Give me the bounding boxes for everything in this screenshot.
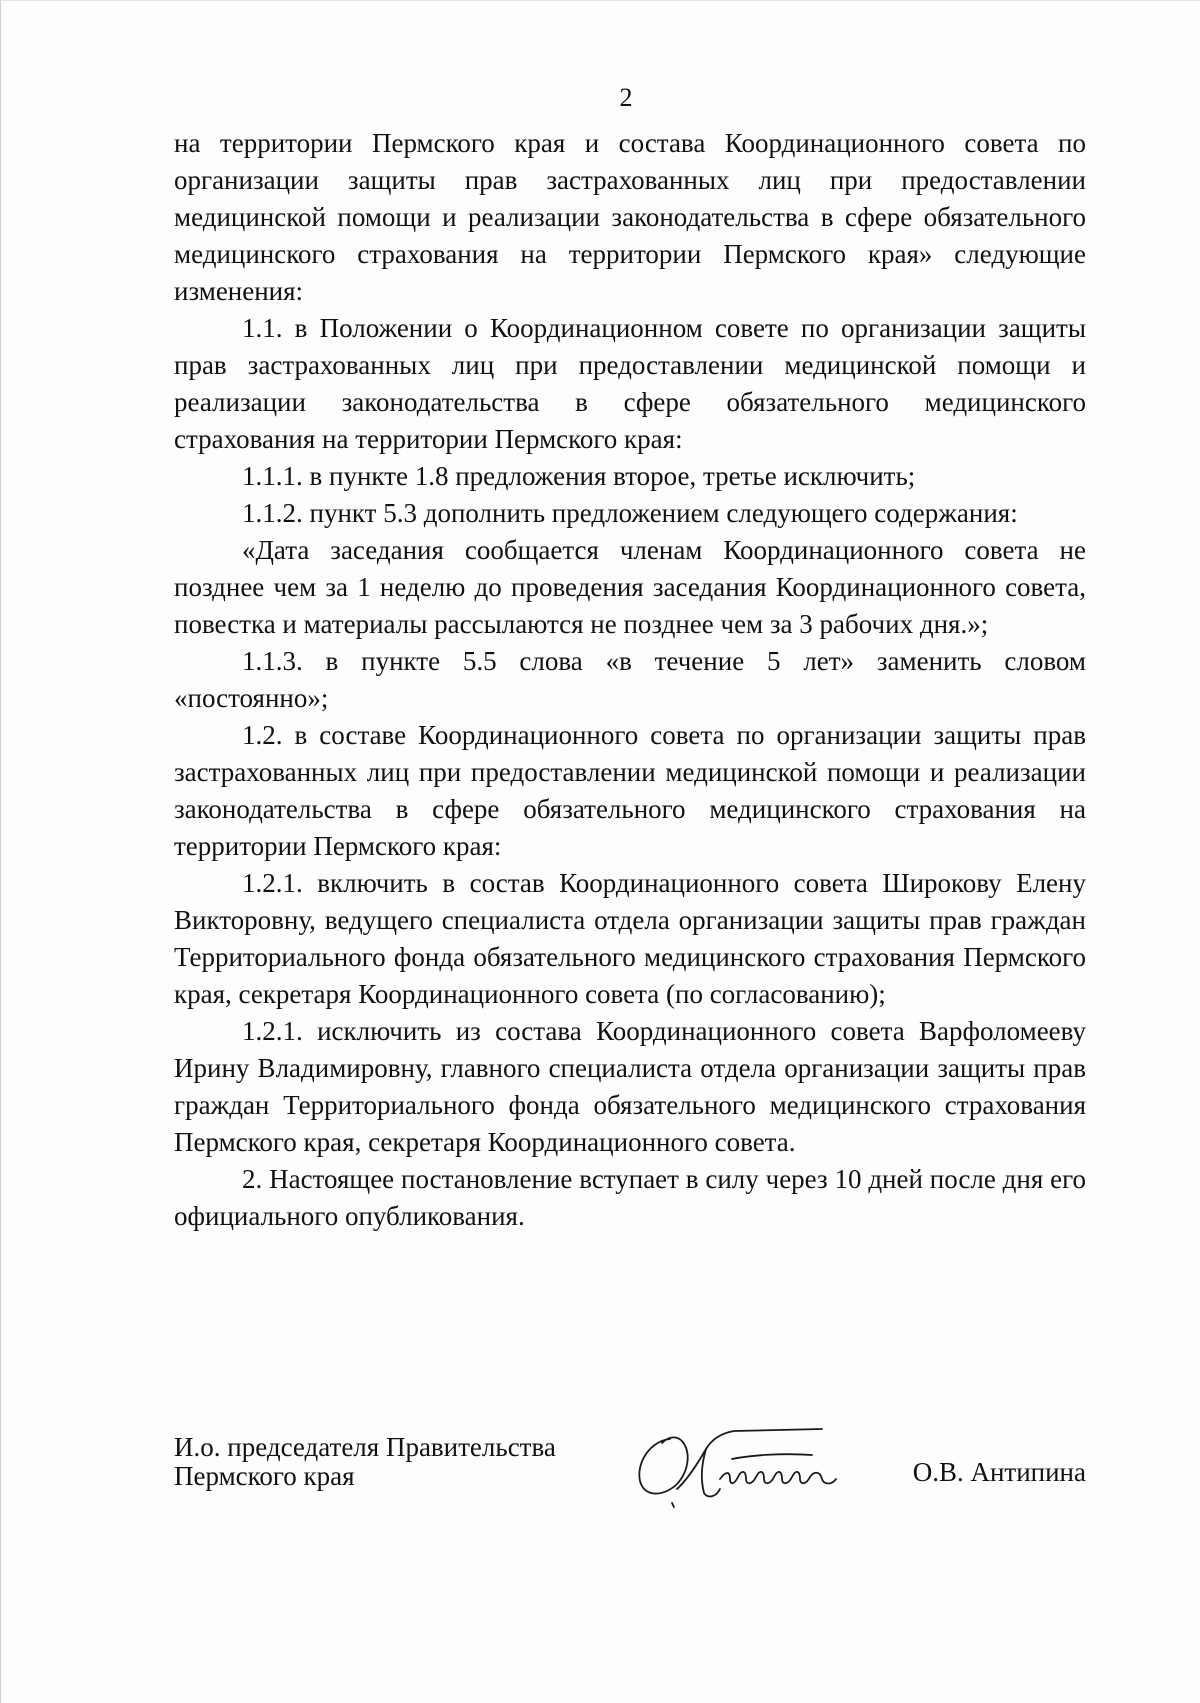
paragraph-1-2-1-include: 1.2.1. включить в состав Координационного совета Широкову Елену Викторовну, ведущего специалиста отдела организации защиты прав граждан Территориального фонда обязательного медицинского страхования Пермского края, секретаря Координационного совета (по согласованию); (174, 868, 1086, 1009)
signer-title-line2: Пермского края (174, 1461, 355, 1491)
page-number: 2 (619, 83, 633, 112)
paragraph-quote: «Дата заседания сообщается членам Координационного совета не позднее чем за 1 неделю до проведения заседания Координационного совета, повестка и материалы рассылаются не позднее чем за 3 рабочих дня.»; (174, 535, 1086, 639)
paragraph-1-2: 1.2. в составе Координационного совета по организации защиты прав застрахованных лиц при предоставлении медицинской помощи и реализации законодательства в сфере обязательного медицинского страхования на территории Пермского края: (174, 720, 1086, 861)
signer-title-line1: И.о. председателя Правительства (174, 1432, 556, 1462)
paragraph-1-1-3: 1.1.3. в пункте 5.5 слова «в течение 5 лет» заменить словом «постоянно»; (174, 646, 1086, 713)
signer-title (174, 1433, 556, 1491)
paragraph-1-2-1-exclude: 1.2.1. исключить из состава Координационного совета Варфоломееву Ирину Владимировну, главного специалиста отдела организации защиты прав граждан Территориального фонда обязательного медицинского страхования Пермского края, секретаря Координационного совета. (174, 1016, 1086, 1157)
handwritten-signature (622, 1419, 902, 1509)
paragraph-1-1: 1.1. в Положении о Координационном совете по организации защиты прав застрахованных лиц при предоставлении медицинской помощи и реализации законодательства в сфере обязательного медицинского страхования на территории Пермского края: (174, 313, 1086, 454)
paragraph-intro-continuation: на территории Пермского края и состава Координационного совета по организации защиты прав застрахованных лиц при предоставлении медицинской помощи и реализации законодательства в сфере обязательного медицинского страхования на территории Пермского края» следующие изменения: (174, 128, 1086, 306)
document-body (174, 125, 1086, 1235)
signer-name: О.В. Антипина (912, 1457, 1086, 1487)
paragraph-2: 2. Настоящее постановление вступает в силу через 10 дней после дня его официального опубликования. (174, 1164, 1086, 1231)
paragraph-1-1-1: 1.1.1. в пункте 1.8 предложения второе, третье исключить; (242, 461, 916, 491)
paragraph-1-1-2: 1.1.2. пункт 5.3 дополнить предложением следующего содержания: (242, 498, 1018, 528)
signature-block (174, 1433, 1086, 1523)
